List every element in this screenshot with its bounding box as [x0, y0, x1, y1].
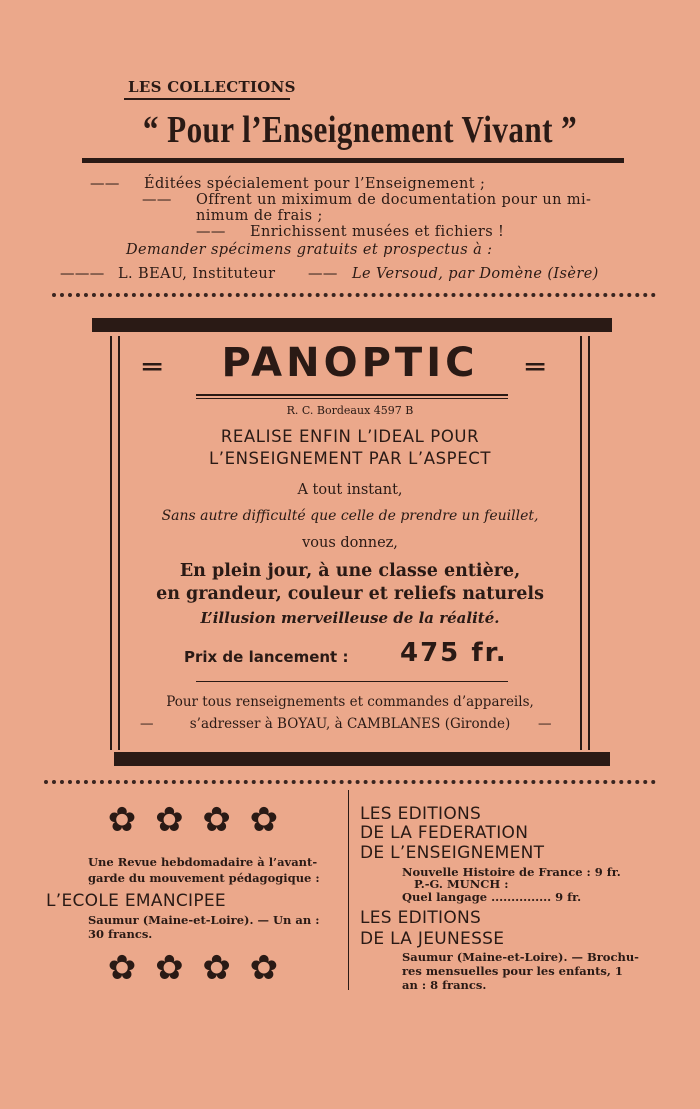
panoptic-line-1: A tout instant,: [297, 482, 403, 498]
iris-ornament-row: ✿ ✿ ✿ ✿: [107, 800, 283, 840]
info-line-1: Pour tous renseignements et commandes d’appareils,: [166, 694, 534, 710]
jeunesse-desc-1: Saumur (Maine-et-Loire). — Brochu-: [402, 950, 639, 964]
price-label: Prix de lancement :: [184, 648, 349, 666]
federation-title-1: LES EDITIONS: [360, 804, 482, 824]
dash: ———: [60, 266, 105, 282]
dash: ——: [90, 176, 120, 192]
box-bottom-bar: [114, 752, 610, 766]
jeunesse-desc-3: an : 8 francs.: [402, 978, 487, 992]
collections-title: “ Pour l’Enseignement Vivant ”: [142, 109, 578, 151]
collections-line-1: Éditées spécialement pour l’Enseignement ;: [144, 176, 486, 192]
federation-title-2: DE LA FEDERATION: [360, 823, 529, 843]
contact-name: L. BEAU, Instituteur: [118, 266, 276, 282]
collections-line-2: Offrent un miximum de documentation pour un mi-: [196, 192, 592, 208]
ecole-desc-2: garde du mouvement pédagogique :: [88, 871, 320, 885]
ecole-name: L’ECOLE EMANCIPEE: [46, 891, 226, 911]
contact-place: Le Versoud, par Domène (Isère): [352, 266, 599, 282]
box-right-line: [588, 336, 590, 750]
title-dash-left: ═: [143, 350, 162, 385]
panoptic-illusion: L’illusion merveilleuse de la réalité.: [200, 609, 500, 627]
title-rule: [82, 158, 624, 163]
ecole-sub-1: Saumur (Maine-et-Loire). — Un an :: [88, 913, 320, 927]
dotted-separator: [52, 293, 656, 301]
jeunesse-title-1: LES EDITIONS: [360, 908, 482, 928]
collections-request: Demander spécimens gratuits et prospectus à :: [126, 242, 493, 258]
info-line-2: s’adresser à BOYAU, à CAMBLANES (Gironde): [189, 716, 511, 732]
collections-line-3: nimum de frais ;: [196, 208, 323, 224]
panoptic-title: PANOPTIC: [221, 340, 479, 386]
box-left-line: [110, 336, 112, 750]
headline-1: REALISE ENFIN L’IDEAL POUR: [220, 427, 480, 446]
column-divider: [348, 790, 349, 990]
ecole-desc-1: Une Revue hebdomadaire à l’avant-: [88, 855, 318, 869]
headline-2: L’ENSEIGNEMENT PAR L’ASPECT: [208, 449, 492, 468]
title-underline: [196, 394, 508, 396]
panoptic-bold-1: En plein jour, à une classe entière,: [179, 561, 521, 581]
registration: R. C. Bordeaux 4597 B: [286, 404, 414, 417]
dash: —: [538, 716, 552, 732]
box-top-bar: [92, 318, 612, 332]
jeunesse-desc-2: res mensuelles pour les enfants, 1: [402, 964, 623, 978]
dash: ——: [308, 266, 338, 282]
jeunesse-title-2: DE LA JEUNESSE: [360, 929, 505, 949]
iris-ornament-row: ✿ ✿ ✿ ✿: [107, 948, 283, 988]
dash: ——: [196, 224, 226, 240]
price-value: 475 fr.: [400, 638, 508, 668]
title-dash-right: ═: [526, 350, 545, 385]
title-underline: [196, 398, 508, 399]
dotted-separator: [44, 780, 656, 788]
box-right-line: [580, 336, 582, 750]
panoptic-bold-2: en grandeur, couleur et reliefs naturels: [156, 584, 544, 604]
federation-title-3: DE L’ENSEIGNEMENT: [360, 843, 545, 863]
federation-item-2: P.-G. MUNCH :: [414, 877, 509, 891]
collections-label: LES COLLECTIONS: [128, 78, 296, 96]
label-underline: [124, 98, 290, 100]
panoptic-line-3: vous donnez,: [302, 535, 398, 551]
price-rule: [196, 681, 508, 682]
ecole-sub-2: 30 francs.: [88, 927, 153, 941]
federation-item-3: Quel langage ............... 9 fr.: [402, 890, 582, 904]
federation-item-1: Nouvelle Histoire de France : 9 fr.: [402, 865, 621, 879]
collections-line-4: Enrichissent musées et fichiers !: [250, 224, 505, 240]
dash: ——: [142, 192, 172, 208]
dash: —: [140, 716, 154, 732]
panoptic-line-2: Sans autre difficulté que celle de prendre un feuillet,: [161, 508, 539, 524]
